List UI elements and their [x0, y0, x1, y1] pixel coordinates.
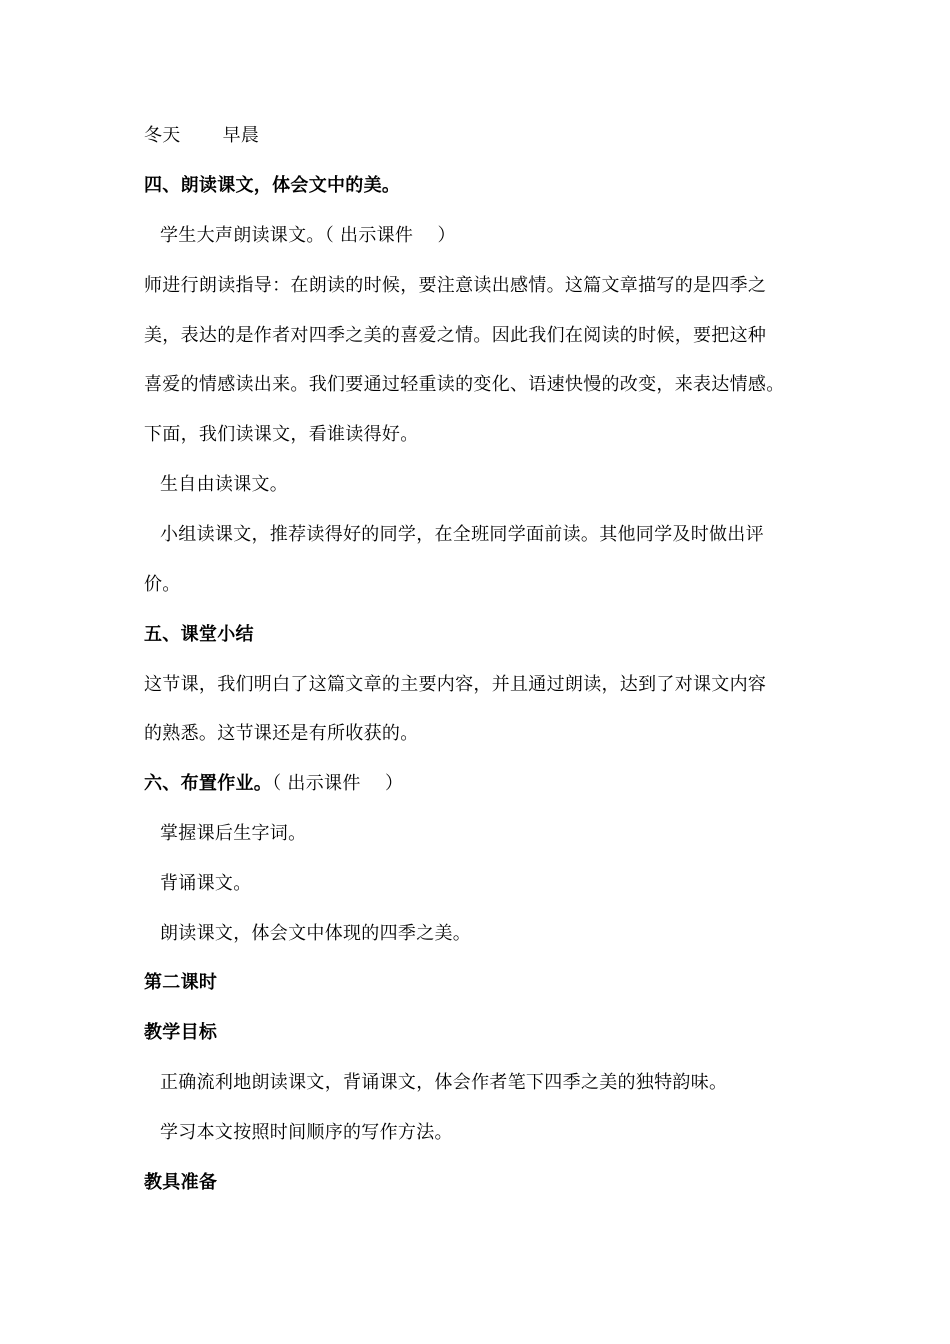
- word-morning: 早晨: [222, 125, 260, 146]
- paragraph-line: 这节课，我们明白了这篇文章的主要内容，并且通过朗读，达到了对课文内容: [144, 674, 767, 695]
- section-heading-4: 四、朗读课文，体会文中的美。: [144, 175, 401, 196]
- paragraph-line: 下面，我们读课文，看谁读得好。: [144, 424, 419, 445]
- paragraph-line: 掌握课后生字词。: [160, 823, 307, 844]
- paragraph-line: 小组读课文，推荐读得好的同学，在全班同学面前读。其他同学及时做出评: [160, 524, 764, 545]
- paragraph-line: 的熟悉。这节课还是有所收获的。: [144, 723, 419, 744]
- paragraph-line: 学习本文按照时间顺序的写作方法。: [160, 1122, 453, 1143]
- paragraph-line: 师进行朗读指导：在朗读的时候，要注意读出感情。这篇文章描写的是四季之: [144, 275, 767, 296]
- paragraph-line: 背诵课文。: [160, 873, 252, 894]
- text-line: [144, 121, 814, 151]
- section-heading-6-title: 六、布置作业。: [144, 773, 273, 794]
- word-winter: 冬天: [144, 125, 181, 146]
- section-heading-5: 五、课堂小结: [144, 624, 254, 645]
- paragraph-line: 价。: [144, 574, 181, 595]
- lesson-heading: 第二课时: [144, 972, 218, 993]
- paragraph-line: 正确流利地朗读课文，背诵课文，体会作者笔下四季之美的独特韵味。: [160, 1072, 728, 1093]
- section-heading-6-note: （ 出示课件 ）: [272, 773, 404, 794]
- objectives-heading: 教学目标: [144, 1022, 218, 1043]
- materials-heading: 教具准备: [144, 1172, 218, 1193]
- paragraph-line: 学生大声朗读课文。（ 出示课件 ）: [160, 225, 456, 246]
- paragraph-line: 喜爱的情感读出来。我们要通过轻重读的变化、语速快慢的改变，来表达情感。: [144, 374, 785, 395]
- paragraph-line: 美，表达的是作者对四季之美的喜爱之情。因此我们在阅读的时候，要把这种: [144, 325, 767, 346]
- section-heading-6: [144, 769, 814, 799]
- paragraph-line: 生自由读课文。: [160, 474, 289, 495]
- paragraph-line: 朗读课文，体会文中体现的四季之美。: [160, 923, 472, 944]
